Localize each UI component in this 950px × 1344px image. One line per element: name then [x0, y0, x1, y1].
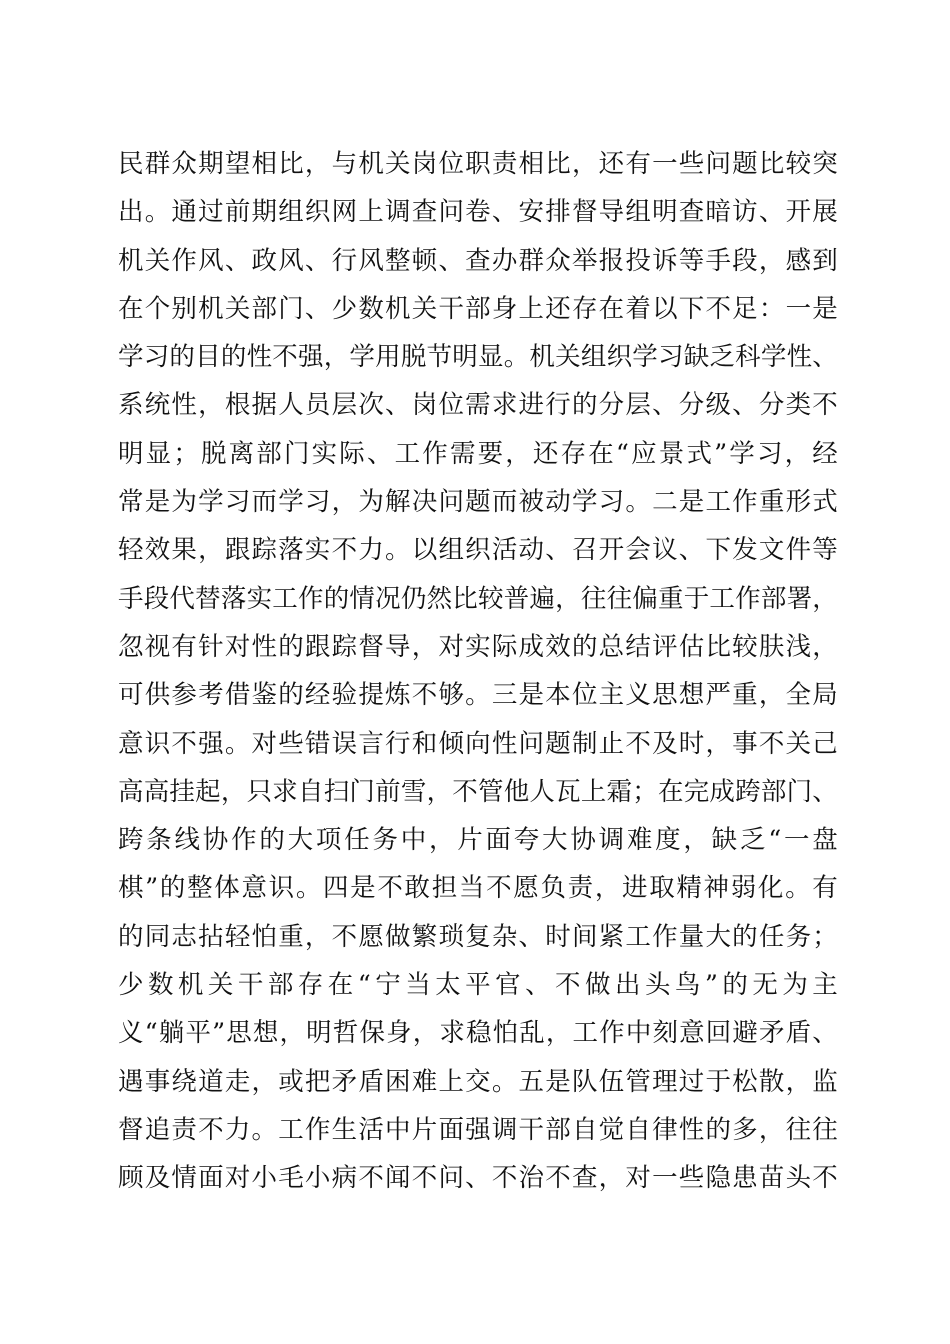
text-line: 棋”的整体意识。四是不敢担当不愿负责，进取精神弱化。有	[118, 873, 838, 904]
text-line: 顾及情面对小毛小病不闻不问、不治不查，对一些隐患苗头不	[118, 1163, 838, 1194]
text-line: 学习的目的性不强，学用脱节明显。机关组织学习缺乏科学性、	[118, 342, 838, 373]
text-line: 忽视有针对性的跟踪督导，对实际成效的总结评估比较肤浅，	[118, 631, 838, 662]
text-line: 义“躺平”思想，明哲保身，求稳怕乱，工作中刻意回避矛盾、	[118, 1018, 838, 1049]
text-line: 少数机关干部存在“宁当太平官、不做出头鸟”的无为主	[118, 970, 838, 1001]
text-line: 跨条线协作的大项任务中，片面夸大协调难度，缺乏“一盘	[118, 825, 838, 856]
text-line: 高高挂起，只求自扫门前雪，不管他人瓦上霜；在完成跨部门、	[118, 776, 838, 807]
text-line: 意识不强。对些错误言行和倾向性问题制止不及时，事不关己	[118, 728, 838, 759]
text-line: 督追责不力。工作生活中片面强调干部自觉自律性的多，往往	[118, 1114, 838, 1145]
text-line: 民群众期望相比，与机关岗位职责相比，还有一些问题比较突	[118, 149, 838, 179]
text-line: 的同志拈轻怕重，不愿做繁琐复杂、时间紧工作量大的任务；	[118, 921, 838, 952]
text-line: 明显；脱离部门实际、工作需要，还存在“应景式”学习，经	[118, 438, 838, 469]
text-line: 轻效果，跟踪落实不力。以组织活动、召开会议、下发文件等	[118, 535, 838, 566]
text-line: 出。通过前期组织网上调查问卷、安排督导组明查暗访、开展	[118, 197, 838, 228]
text-line: 常是为学习而学习，为解决问题而被动学习。二是工作重形式	[118, 487, 838, 518]
text-line: 系统性，根据人员层次、岗位需求进行的分层、分级、分类不	[118, 390, 838, 421]
body-text	[118, 140, 838, 1203]
text-line: 遇事绕道走，或把矛盾困难上交。五是队伍管理过于松散，监	[118, 1066, 838, 1097]
text-line: 在个别机关部门、少数机关干部身上还存在着以下不足：一是	[118, 293, 838, 324]
text-line: 手段代替落实工作的情况仍然比较普遍，往往偏重于工作部署，	[118, 583, 838, 614]
text-line: 机关作风、政风、行风整顿、查办群众举报投诉等手段，感到	[118, 245, 838, 276]
text-line: 可供参考借鉴的经验提炼不够。三是本位主义思想严重，全局	[118, 680, 838, 711]
